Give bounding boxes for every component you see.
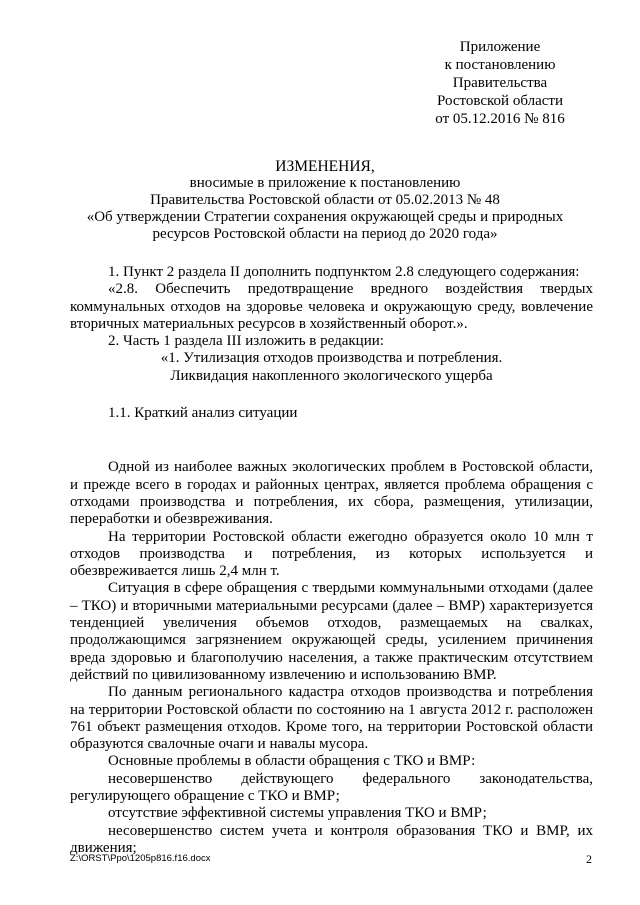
footer-file-path: Z:\ORST\Ppo\1205p816.f16.docx [70, 853, 211, 864]
amendment-item-1: 1. Пункт 2 раздела II дополнить подпунктом 2.8 следующего содержания: [108, 264, 580, 280]
title-line: ресурсов Ростовской области на период до 2020 года» [152, 226, 498, 242]
paragraph: Ситуация в сфере обращения с твердыми коммунальными отходами (далее – ТКО) и вторичными материальными ресурсами (далее – ВМР) характеризуется тенденцией увеличения объемов отходов, размещаемых на свалках, продолжающимся загрязнением окружающей среды, усилением причинения вреда здоровью и благополучию населения, а также практическим отсутствием действий по цивилизованному извлечению и использованию ВМР. [70, 580, 593, 683]
paragraph: По данным регионального кадастра отходов производства и потребления на территории Ростовской области по состоянию на 1 августа 2012 г. расположен 761 объект размещения отходов. Кроме того, на территории Ростовской области образуются свалочные очаги и навалы мусора. [70, 684, 593, 753]
appendix-line: Ростовской области [437, 93, 563, 109]
amendment-item-2: 2. Часть 1 раздела III изложить в редакции: [108, 333, 384, 350]
document-title [60, 158, 590, 243]
paragraph: Одной из наиболее важных экологических проблем в Ростовской области, и прежде всего в городах и районных центрах, является проблема обращения с отходами производства и потребления, их сбора, размещения, утилизации, переработки и обезвреживания. [70, 459, 593, 528]
paragraph: Основные проблемы в области обращения с ТКО и ВМР: [108, 753, 476, 770]
appendix-header [420, 38, 580, 128]
title-heading: ИЗМЕНЕНИЯ, [275, 158, 375, 175]
title-line: «Об утверждении Стратегии сохранения окружающей среды и природных [86, 209, 564, 225]
paragraph: несовершенство систем учета и контроля образования ТКО и ВМР, их движения; [70, 822, 593, 856]
title-line: вносимые в приложение к постановлению [189, 175, 461, 191]
subsection-title: 1.1. Краткий анализ ситуации [108, 405, 298, 422]
appendix-line: Правительства [452, 75, 548, 91]
amendment-item-1-quote: «2.8. Обеспечить предотвращение вредного воздействия твердых коммунальных отходов на здоровье человека и окружающую среду, вовлечение вторичных материальных ресурсов в хозяйственный оборот.». [70, 281, 593, 332]
paragraph: несовершенство действующего федерального законодательства, регулирующего обращение с ТКО и ВМР; [70, 770, 593, 805]
paragraph: На территории Ростовской области ежегодно образуется около 10 млн т отходов производства и потребления, из которых используется и обезвреживается лишь 2,4 млн т. [70, 528, 593, 580]
appendix-line: к постановлению [444, 57, 556, 73]
appendix-line: от 05.12.2016 № 816 [435, 111, 565, 127]
page-number: 2 [586, 852, 592, 866]
document-body [70, 264, 593, 857]
title-line: Правительства Ростовской области от 05.02.2013 № 48 [150, 192, 500, 208]
section-title: Ликвидация накопленного экологического ущерба [170, 367, 493, 384]
paragraph: отсутствие эффективной системы управления ТКО и ВМР; [108, 805, 487, 822]
appendix-line: Приложение [459, 39, 541, 55]
section-title: «1. Утилизация отходов производства и потребления. [160, 350, 503, 367]
